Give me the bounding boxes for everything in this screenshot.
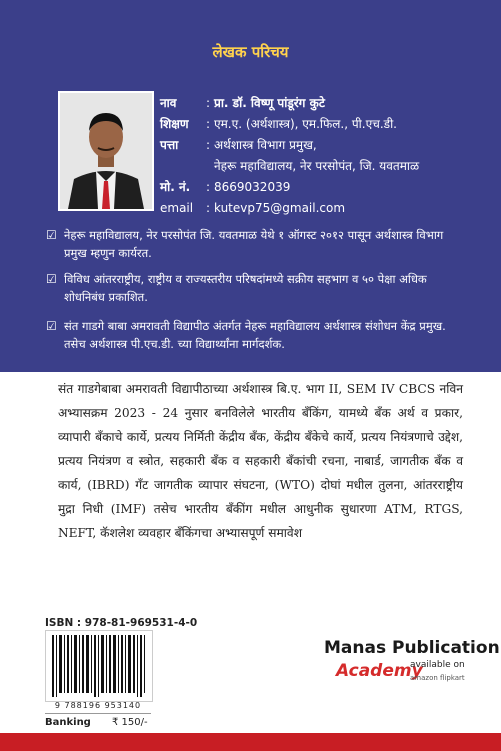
price-label: ₹ 150/-	[112, 717, 148, 728]
store-logos: amazon flipkart	[410, 674, 465, 682]
checkbox-icon: ☑	[46, 319, 57, 333]
barcode-icon	[46, 631, 152, 701]
author-panel	[0, 0, 501, 372]
author-photo	[58, 91, 154, 211]
available-on-text: available on	[410, 660, 465, 670]
author-portrait-icon	[60, 93, 152, 209]
checkbox-icon: ☑	[46, 272, 57, 286]
detail-email: email : kutevp75@gmail.com	[160, 201, 346, 215]
bottom-red-bar	[0, 733, 501, 751]
bullet-item: ☑ संत गाडगे बाबा अमरावती विद्यापीठ अंतर्गत नेहरू महाविद्यालय अर्थशास्त्र संशोधन केंद्र प्रमुख. तसेच अर्थशास्त्र पी.एच.डी. च्या विद्यार्थ्यांना मार्गदर्शक.	[46, 319, 446, 351]
checkbox-icon: ☑	[46, 228, 57, 242]
barcode-number: 9 788196 953140	[54, 701, 142, 710]
author-heading: लेखक परिचय	[212, 43, 289, 61]
divider	[45, 713, 151, 714]
book-description: संत गाडगेबाबा अमरावती विद्यापीठाच्या अर्थशास्त्र बि.ए. भाग II, SEM IV CBCS नविन अभ्यासक्रम 2023 - 24 नुसार बनविलेले भारतीय बॅंकिंग, यामध्ये बॅंक अर्थ व प्रकार, व्यापारी बॅंकाचे कार्ये, प्रत्यय निर्मिती केंद्रीय बॅंक, केंद्रीय बॅंकेचे कार्ये, प्रत्यय नियंत्रणाचे उद्देश, प्रत्यय नियंत्रण व स्त्रोत, सहकारी बॅंक व सहकारी बॅंकांची रचना, नाबार्ड, जागतीक बॅंक व कार्य, (IBRD) गॅंट जागतीक व्यापार संघटना, (WTO) दोघां मधील तुलना, आंतरराष्ट्रीय मुद्रा निधी (IMF) तसेच भारतीय बॅंकींग मधील आधुनीक सुधारणा ATM, RTGS, NEFT, कॅशलेश व्यवहार बॅंकिंगचा अभ्यासपूर्ण समावेश	[58, 382, 463, 540]
publisher-name: Manas Publication	[324, 638, 500, 658]
bullet-item: ☑ विविध आंतरराष्ट्रीय, राष्ट्रीय व राज्यस्तरीय परिषदांमध्ये सक्रीय सहभाग व ५० पेक्षा अधिक शोधनिबंध प्रकाशित.	[46, 272, 427, 304]
publisher-academy: Academy	[336, 661, 423, 681]
detail-address-line2: नेहरू महाविद्यालय, नेर परसोपंत, जि. यवतमाळ	[214, 159, 420, 173]
isbn-label: ISBN : 978-81-969531-4-0	[45, 617, 198, 629]
category-label: Banking	[45, 717, 91, 728]
detail-address: पत्ता : अर्थशास्त्र विभाग प्रमुख,	[160, 138, 317, 152]
bullet-item: ☑ नेहरू महाविद्यालय, नेर परसोपंत जि. यवतमाळ येथे १ ऑगस्ट २०१२ पासून अर्थशास्त्र विभाग प्रमुख म्हणुन कार्यरत.	[46, 228, 444, 260]
detail-education: शिक्षण : एम.ए. (अर्थशास्त्र), एम.फिल., पी.एच.डी.	[160, 117, 397, 131]
detail-name: नाव : प्रा. डॉ. विष्णू पांडूरंग कुटे	[160, 96, 325, 110]
detail-mobile: मो. नं. : 8669032039	[160, 180, 291, 194]
author-details	[160, 93, 419, 219]
barcode	[45, 630, 153, 702]
